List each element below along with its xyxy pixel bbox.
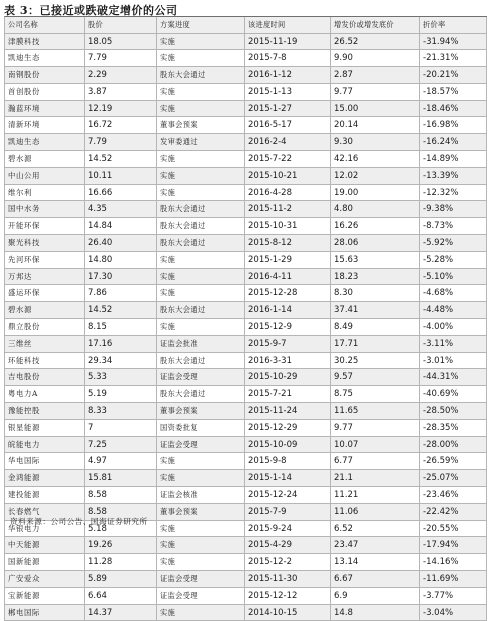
cell-discount: -40.69% — [420, 386, 487, 402]
cell-company: 华银电力 — [5, 521, 85, 537]
cell-price: 14.37 — [85, 605, 157, 621]
cell-date: 2015-11-19 — [245, 34, 331, 50]
cell-progress: 股东大会通过 — [157, 353, 245, 369]
cell-price: 14.84 — [85, 218, 157, 234]
cell-date: 2015-11-24 — [245, 403, 331, 419]
cell-company: 国新能源 — [5, 554, 85, 570]
cell-company: 凯迪生态 — [5, 50, 85, 66]
cell-progress: 发审委通过 — [157, 134, 245, 150]
cell-progress: 证监会核准 — [157, 487, 245, 503]
cell-progress: 实施 — [157, 101, 245, 117]
cell-company: 三维丝 — [5, 336, 85, 352]
cell-company: 万邦达 — [5, 269, 85, 285]
cell-date: 2015-10-29 — [245, 369, 331, 385]
table-row — [5, 252, 487, 269]
cell-issue-price: 8.30 — [331, 285, 420, 301]
table-row — [5, 319, 487, 336]
cell-progress: 实施 — [157, 252, 245, 268]
cell-progress: 实施 — [157, 521, 245, 537]
cell-issue-price: 23.47 — [331, 537, 420, 553]
cell-date: 2016-1-12 — [245, 67, 331, 83]
cell-company: 国中水务 — [5, 201, 85, 217]
cell-progress: 实施 — [157, 185, 245, 201]
cell-company: 宝新能源 — [5, 588, 85, 604]
table-row — [5, 201, 487, 218]
table-row — [5, 588, 487, 605]
cell-progress: 实施 — [157, 50, 245, 66]
cell-discount: -21.31% — [420, 50, 487, 66]
cell-issue-price: 6.9 — [331, 588, 420, 604]
cell-price: 14.52 — [85, 151, 157, 167]
cell-issue-price: 19.00 — [331, 185, 420, 201]
cell-discount: -3.04% — [420, 605, 487, 621]
cell-date: 2015-9-24 — [245, 521, 331, 537]
cell-company: 环能科技 — [5, 353, 85, 369]
cell-date: 2016-5-17 — [245, 117, 331, 133]
cell-issue-price: 9.77 — [331, 420, 420, 436]
table-row — [5, 571, 487, 588]
cell-discount: -23.46% — [420, 487, 487, 503]
cell-company: 维尔利 — [5, 185, 85, 201]
cell-discount: -31.94% — [420, 34, 487, 50]
cell-issue-price: 8.75 — [331, 386, 420, 402]
cell-date: 2015-12-9 — [245, 319, 331, 335]
cell-company: 中山公用 — [5, 168, 85, 184]
cell-company: 郴电国际 — [5, 605, 85, 621]
cell-discount: -5.10% — [420, 269, 487, 285]
header-discount: 折价率 — [420, 17, 487, 33]
cell-progress: 实施 — [157, 470, 245, 486]
cell-price: 16.72 — [85, 117, 157, 133]
cell-price: 7.86 — [85, 285, 157, 301]
cell-discount: -20.55% — [420, 521, 487, 537]
cell-date: 2015-1-14 — [245, 470, 331, 486]
cell-price: 7 — [85, 420, 157, 436]
cell-company: 碧水源 — [5, 151, 85, 167]
table-row — [5, 285, 487, 302]
cell-price: 16.66 — [85, 185, 157, 201]
cell-issue-price: 6.67 — [331, 571, 420, 587]
cell-progress: 实施 — [157, 453, 245, 469]
table-row — [5, 269, 487, 286]
cell-price: 2.29 — [85, 67, 157, 83]
cell-price: 18.05 — [85, 34, 157, 50]
table-row — [5, 386, 487, 403]
cell-price: 5.89 — [85, 571, 157, 587]
cell-date: 2015-11-30 — [245, 571, 331, 587]
cell-issue-price: 30.25 — [331, 353, 420, 369]
cell-company: 长春燃气 — [5, 504, 85, 520]
cell-discount: -5.92% — [420, 235, 487, 251]
cell-discount: -14.89% — [420, 151, 487, 167]
cell-discount: -3.11% — [420, 336, 487, 352]
cell-company: 南钢股份 — [5, 67, 85, 83]
cell-issue-price: 8.49 — [331, 319, 420, 335]
cell-issue-price: 9.77 — [331, 84, 420, 100]
cell-price: 5.18 — [85, 521, 157, 537]
cell-progress: 董事会预案 — [157, 403, 245, 419]
table-row — [5, 185, 487, 202]
cell-company: 津膜科技 — [5, 34, 85, 50]
cell-progress: 实施 — [157, 34, 245, 50]
cell-date: 2014-10-15 — [245, 605, 331, 621]
cell-issue-price: 42.16 — [331, 151, 420, 167]
cell-progress: 董事会预案 — [157, 504, 245, 520]
cell-discount: -9.38% — [420, 201, 487, 217]
cell-issue-price: 20.14 — [331, 117, 420, 133]
cell-discount: -14.16% — [420, 554, 487, 570]
cell-progress: 股东大会通过 — [157, 302, 245, 318]
cell-date: 2015-12-24 — [245, 487, 331, 503]
cell-price: 8.33 — [85, 403, 157, 419]
cell-company: 开能环保 — [5, 218, 85, 234]
cell-discount: -4.68% — [420, 285, 487, 301]
cell-date: 2016-4-28 — [245, 185, 331, 201]
cell-date: 2015-7-9 — [245, 504, 331, 520]
cell-date: 2015-9-8 — [245, 453, 331, 469]
cell-date: 2015-10-31 — [245, 218, 331, 234]
cell-company: 皖能电力 — [5, 437, 85, 453]
cell-progress: 实施 — [157, 554, 245, 570]
cell-company: 中天能源 — [5, 537, 85, 553]
cell-issue-price: 14.8 — [331, 605, 420, 621]
cell-discount: -16.24% — [420, 134, 487, 150]
table-row — [5, 453, 487, 470]
cell-date: 2015-1-13 — [245, 84, 331, 100]
header-price: 股价 — [85, 17, 157, 33]
cell-discount: -11.69% — [420, 571, 487, 587]
cell-progress: 股东大会通过 — [157, 201, 245, 217]
cell-progress: 实施 — [157, 84, 245, 100]
cell-discount: -17.94% — [420, 537, 487, 553]
cell-progress: 实施 — [157, 151, 245, 167]
cell-discount: -22.42% — [420, 504, 487, 520]
cell-price: 7.25 — [85, 437, 157, 453]
cell-progress: 证监会受理 — [157, 369, 245, 385]
table-row — [5, 67, 487, 84]
cell-price: 14.80 — [85, 252, 157, 268]
cell-issue-price: 9.90 — [331, 50, 420, 66]
table-row — [5, 50, 487, 67]
cell-discount: -4.48% — [420, 302, 487, 318]
cell-date: 2016-2-4 — [245, 134, 331, 150]
cell-discount: -18.57% — [420, 84, 487, 100]
table-row — [5, 403, 487, 420]
cell-price: 17.30 — [85, 269, 157, 285]
cell-price: 12.19 — [85, 101, 157, 117]
cell-company: 豫能控股 — [5, 403, 85, 419]
table-row — [5, 101, 487, 118]
cell-issue-price: 10.07 — [331, 437, 420, 453]
table-row — [5, 218, 487, 235]
cell-issue-price: 4.80 — [331, 201, 420, 217]
cell-issue-price: 16.26 — [331, 218, 420, 234]
cell-discount: -12.32% — [420, 185, 487, 201]
cell-price: 8.15 — [85, 319, 157, 335]
cell-issue-price: 9.57 — [331, 369, 420, 385]
cell-issue-price: 11.65 — [331, 403, 420, 419]
cell-discount: -5.28% — [420, 252, 487, 268]
cell-discount: -3.77% — [420, 588, 487, 604]
cell-issue-price: 6.52 — [331, 521, 420, 537]
cell-price: 15.81 — [85, 470, 157, 486]
cell-price: 4.97 — [85, 453, 157, 469]
cell-discount: -4.00% — [420, 319, 487, 335]
table-row — [5, 420, 487, 437]
source-note: 资料来源：公司公告、国海证券研究所 — [10, 517, 148, 526]
cell-discount: -28.00% — [420, 437, 487, 453]
header-issue-price: 增发价或增发底价 — [331, 17, 420, 33]
cell-progress: 股东大会通过 — [157, 235, 245, 251]
cell-company: 吉电股份 — [5, 369, 85, 385]
table-header-row — [5, 17, 487, 34]
cell-discount: -28.35% — [420, 420, 487, 436]
cell-issue-price: 9.30 — [331, 134, 420, 150]
cell-progress: 实施 — [157, 605, 245, 621]
cell-company: 首创股份 — [5, 84, 85, 100]
cell-discount: -13.39% — [420, 168, 487, 184]
cell-price: 26.40 — [85, 235, 157, 251]
cell-price: 17.16 — [85, 336, 157, 352]
data-table — [4, 16, 487, 621]
cell-price: 8.58 — [85, 487, 157, 503]
cell-date: 2015-12-2 — [245, 554, 331, 570]
cell-company: 先河环保 — [5, 252, 85, 268]
cell-progress: 实施 — [157, 319, 245, 335]
cell-issue-price: 18.23 — [331, 269, 420, 285]
cell-price: 7.79 — [85, 50, 157, 66]
cell-issue-price: 11.21 — [331, 487, 420, 503]
table-row — [5, 134, 487, 151]
cell-date: 2015-7-21 — [245, 386, 331, 402]
cell-company: 盛运环保 — [5, 285, 85, 301]
cell-date: 2016-3-31 — [245, 353, 331, 369]
cell-price: 4.35 — [85, 201, 157, 217]
header-progress: 方案进度 — [157, 17, 245, 33]
cell-discount: -28.50% — [420, 403, 487, 419]
cell-date: 2015-10-21 — [245, 168, 331, 184]
cell-progress: 股东大会通过 — [157, 218, 245, 234]
cell-price: 19.26 — [85, 537, 157, 553]
cell-issue-price: 37.41 — [331, 302, 420, 318]
cell-price: 8.58 — [85, 504, 157, 520]
cell-date: 2015-7-22 — [245, 151, 331, 167]
cell-date: 2015-9-7 — [245, 336, 331, 352]
table-row — [5, 168, 487, 185]
cell-discount: -8.73% — [420, 218, 487, 234]
cell-date: 2015-11-2 — [245, 201, 331, 217]
table-row — [5, 336, 487, 353]
cell-date: 2015-12-29 — [245, 420, 331, 436]
cell-discount: -26.59% — [420, 453, 487, 469]
cell-price: 5.33 — [85, 369, 157, 385]
table-row — [5, 117, 487, 134]
cell-price: 10.11 — [85, 168, 157, 184]
cell-discount: -44.31% — [420, 369, 487, 385]
cell-date: 2016-1-14 — [245, 302, 331, 318]
cell-price: 3.87 — [85, 84, 157, 100]
cell-progress: 证监会批准 — [157, 336, 245, 352]
cell-date: 2015-8-12 — [245, 235, 331, 251]
cell-progress: 实施 — [157, 285, 245, 301]
cell-progress: 股东大会通过 — [157, 67, 245, 83]
table-row — [5, 151, 487, 168]
cell-discount: -16.98% — [420, 117, 487, 133]
cell-date: 2015-7-8 — [245, 50, 331, 66]
header-date: 该进度时间 — [245, 17, 331, 33]
cell-date: 2015-12-12 — [245, 588, 331, 604]
header-company: 公司名称 — [5, 17, 85, 33]
cell-company: 华电国际 — [5, 453, 85, 469]
cell-company: 清新环境 — [5, 117, 85, 133]
cell-progress: 实施 — [157, 168, 245, 184]
table-row — [5, 353, 487, 370]
cell-discount: -20.21% — [420, 67, 487, 83]
cell-progress: 实施 — [157, 537, 245, 553]
cell-issue-price: 13.14 — [331, 554, 420, 570]
table-row — [5, 84, 487, 101]
table-row — [5, 537, 487, 554]
cell-date: 2015-1-27 — [245, 101, 331, 117]
cell-company: 凯迪生态 — [5, 134, 85, 150]
cell-company: 广安爱众 — [5, 571, 85, 587]
cell-issue-price: 2.87 — [331, 67, 420, 83]
cell-price: 7.79 — [85, 134, 157, 150]
table-row — [5, 34, 487, 51]
cell-company: 建投能源 — [5, 487, 85, 503]
cell-company: 瀚蓝环境 — [5, 101, 85, 117]
cell-issue-price: 28.06 — [331, 235, 420, 251]
cell-company: 银星能源 — [5, 420, 85, 436]
cell-date: 2016-4-11 — [245, 269, 331, 285]
cell-price: 14.52 — [85, 302, 157, 318]
table-row — [5, 369, 487, 386]
cell-progress: 实施 — [157, 269, 245, 285]
cell-issue-price: 21.1 — [331, 470, 420, 486]
cell-price: 6.64 — [85, 588, 157, 604]
cell-date: 2015-12-28 — [245, 285, 331, 301]
cell-progress: 证监会受理 — [157, 571, 245, 587]
cell-company: 聚光科技 — [5, 235, 85, 251]
cell-progress: 董事会预案 — [157, 117, 245, 133]
cell-date: 2015-1-29 — [245, 252, 331, 268]
cell-issue-price: 15.63 — [331, 252, 420, 268]
cell-discount: -3.01% — [420, 353, 487, 369]
cell-progress: 股东大会通过 — [157, 386, 245, 402]
cell-price: 11.28 — [85, 554, 157, 570]
cell-date: 2015-4-29 — [245, 537, 331, 553]
cell-issue-price: 12.02 — [331, 168, 420, 184]
cell-price: 29.34 — [85, 353, 157, 369]
table-title: 表 3：已接近或跌破定增价的公司 — [4, 4, 178, 17]
cell-issue-price: 6.77 — [331, 453, 420, 469]
table-row — [5, 302, 487, 319]
cell-price: 5.19 — [85, 386, 157, 402]
table-row — [5, 487, 487, 504]
cell-issue-price: 11.06 — [331, 504, 420, 520]
cell-discount: -25.07% — [420, 470, 487, 486]
cell-issue-price: 15.00 — [331, 101, 420, 117]
cell-company: 碧水源 — [5, 302, 85, 318]
cell-progress: 证监会受理 — [157, 437, 245, 453]
cell-company: 鼎立股份 — [5, 319, 85, 335]
table-row — [5, 235, 487, 252]
cell-progress: 证监会受理 — [157, 588, 245, 604]
table-row — [5, 470, 487, 487]
cell-company: 粤电力A — [5, 386, 85, 402]
cell-company: 金鸿能源 — [5, 470, 85, 486]
table-row — [5, 554, 487, 571]
cell-date: 2015-10-09 — [245, 437, 331, 453]
cell-discount: -18.46% — [420, 101, 487, 117]
cell-issue-price: 26.52 — [331, 34, 420, 50]
table-row — [5, 605, 487, 621]
table-row — [5, 437, 487, 454]
cell-progress: 国资委批复 — [157, 420, 245, 436]
cell-issue-price: 17.71 — [331, 336, 420, 352]
